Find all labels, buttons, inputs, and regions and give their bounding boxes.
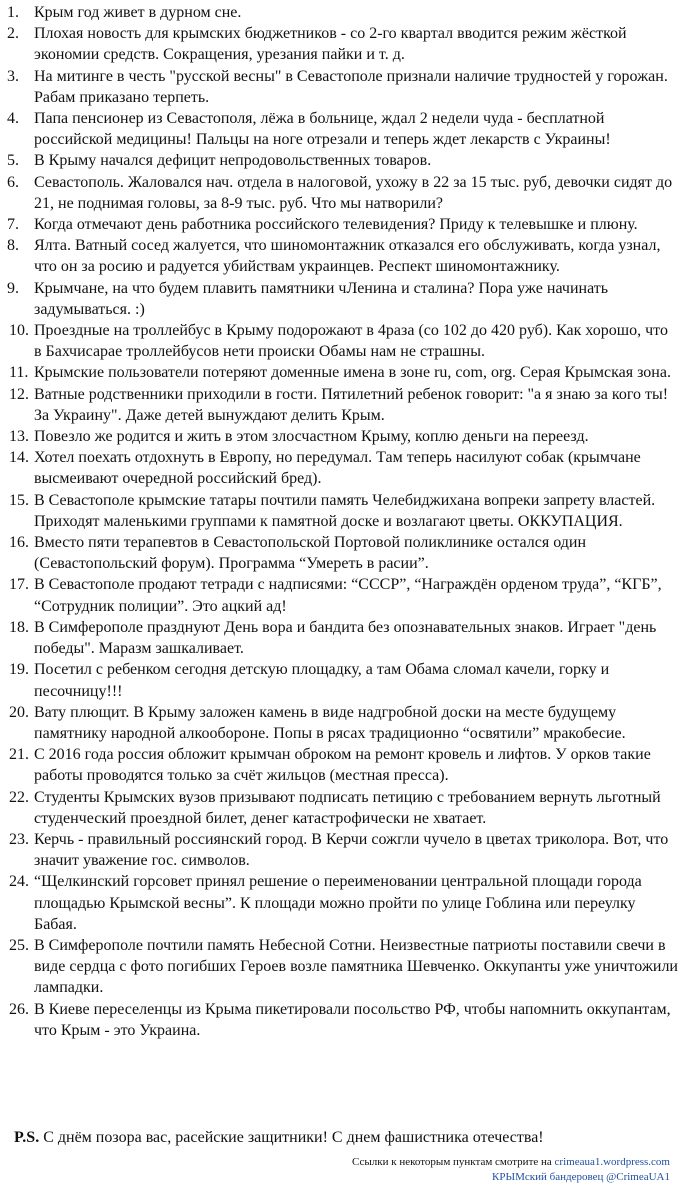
item-number: 20. (9, 703, 29, 721)
item-text: Вату плющит. В Крыму заложен камень в виде надгробной доски на месте будущему памятнику народной алкообороне. Попы в рясах традиционно “освятили” мракобесие. (34, 703, 626, 742)
list-item (0, 66, 684, 108)
item-text: Повезло же родится и жить в этом злосчастном Крыму, коплю деньги на переезд. (34, 428, 589, 446)
list-item (0, 320, 684, 362)
item-text: Крымские пользователи потеряют доменные имена в зоне ru, com, org. Серая Крымская зона. (34, 364, 671, 382)
item-number: 24. (9, 873, 29, 891)
item-number: 25. (9, 936, 29, 954)
list-item (0, 23, 684, 65)
list-item (0, 829, 684, 871)
list-item (0, 871, 684, 935)
item-text: Когда отмечают день работника российского телевидения? Приду к телевышке и плюну. (34, 216, 638, 234)
item-text: В Киеве переселенцы из Крыма пикетировали посольство РФ, чтобы напомнить оккупантам, что Крым - это Украина. (34, 1000, 671, 1039)
item-text: “Щелкинский горсовет принял решение о переименовании центральной площади города площадью Крымской весны”. К площади можно пройти по улице Гоблина или переулку Бабая. (34, 873, 642, 933)
item-text: Крым год живет в дурном сне. (34, 4, 242, 21)
item-text: В Севастополе продают тетради с надписями: “СССР”, “Награждён орденом труда”, “КГБ”, “Сотрудник полиции”. Это ацкий ад! (34, 576, 662, 615)
item-number: 13. (9, 428, 29, 446)
item-text: В Крыму начался дефицит непродовольственных товаров. (34, 152, 432, 170)
item-number: 3. (7, 67, 19, 85)
footer-links-line (352, 1155, 670, 1169)
item-number: 26. (9, 1000, 29, 1018)
item-text: В Симферополе почтили память Небесной Сотни. Неизвестные патриоты поставили свечи в виде сердца с фото погибших Героев возле памятника Шевченко. Оккупанты уже уничтожили лампадки. (34, 936, 678, 997)
item-text: Вместо пяти терапевтов в Севастопольской Портовой поликлинике остался один (Севастопольский форум). Программа “Умереть в расии”. (34, 534, 587, 573)
item-number: 2. (7, 25, 19, 43)
list-item (0, 384, 684, 426)
item-text: В Симферополе празднуют День вора и бандита без опознавательных знаков. Играет "день победы". Маразм зашкаливает. (34, 618, 657, 658)
postscript (14, 1127, 544, 1148)
footer-links-prefix: Ссылки к некоторым пунктам смотрите на (352, 1156, 555, 1168)
list-item (0, 172, 684, 214)
item-text: Хотел поехать отдохнуть в Европу, но передумал. Там теперь насилуют собак (крымчане высмеивают очередной российский бред). (34, 449, 641, 488)
item-text: Папа пенсионер из Севастополя, лёжа в больнице, ждал 2 недели чуда - бесплатной российской медицины! Пальцы на ноге отрезали и теперь ждет лекарств с Украины! (34, 110, 611, 149)
list-item (0, 617, 684, 659)
list-item (0, 490, 684, 532)
item-number: 18. (9, 618, 29, 636)
item-text: Студенты Крымских вузов призывают подписать петицию с требованием вернуть льготный студенческий проездной билет, денег катастрофически не хватает. (34, 788, 661, 827)
item-text: В Севастополе крымские татары почтили память Челебиджихана вопреки запрету властей. Приходят маленькими группами к памятной доске и возлагают цветы. ОККУПАЦИЯ. (34, 491, 656, 530)
item-text: Ялта. Ватный сосед жалуется, что шиномонтажник отказался его обслуживать, когда узнал, что он за росию и радуется убийствам украинцев. Респект шиномонтажнику. (34, 237, 661, 276)
item-number: 17. (9, 576, 29, 594)
list-item (0, 999, 684, 1041)
list-item (0, 362, 684, 383)
item-text: На митинге в честь "русской весны" в Севастополе признали наличие трудностей у горожан. Рабам приказано терпеть. (34, 67, 668, 106)
item-number: 10. (9, 322, 29, 340)
item-number: 14. (9, 449, 29, 467)
item-number: 9. (7, 279, 19, 297)
list-item (0, 150, 684, 171)
item-text: Севастополь. Жаловался нач. отдела в налоговой, ухожу в 22 за 15 тыс. руб, девочки сидят до 21, не поднимая головы, за 8-9 тыс. руб. Что мы натворили? (34, 173, 673, 212)
item-text: Керчь - правильный россиянский город. В Керчи сожгли чучело в цветах триколора. Вот, что значит уважение гос. символов. (34, 830, 669, 870)
item-text: Ватные родственники приходили в гости. Пятилетний ребенок говорит: "а я знаю за кого ты! За Украину". Даже детей вынуждают делить Крым. (34, 385, 669, 424)
numbered-list (0, 2, 684, 1041)
item-number: 11. (9, 364, 29, 382)
item-number: 21. (9, 746, 29, 764)
item-number: 4. (7, 110, 19, 128)
list-item (0, 744, 684, 786)
list-item (0, 2, 684, 23)
list-item (0, 214, 684, 235)
item-text: Плохая новость для крымских бюджетников - со 2-го квартал вводится режим жёсткой экономии средств. Сокращения, урезания пайки и т. д. (34, 25, 627, 64)
item-number: 5. (7, 152, 19, 170)
list-item (0, 935, 684, 999)
item-number: 16. (9, 534, 29, 552)
footer-credit: КРЫМский бандеровец @CrimeaUA1 (492, 1171, 670, 1183)
item-number: 12. (9, 385, 29, 403)
item-text: С 2016 года россия обложит крымчан оброком на ремонт кровель и лифтов. У орков такие работы проводятся только за счёт жильцов (местная пресса). (34, 746, 651, 785)
item-text: Крымчане, на что будем плавить памятники чЛенина и сталина? Пора уже начинать задумываться. :) (34, 279, 609, 318)
footer-link[interactable]: crimeaua1.wordpress.com (554, 1156, 670, 1168)
list-item (0, 787, 684, 829)
ps-text: С днём позора вас, расейские защитники! С днем фашистника отечества! (39, 1129, 544, 1146)
item-number: 6. (7, 173, 19, 191)
list-item (0, 532, 684, 574)
list-item (0, 659, 684, 701)
item-text: Посетил с ребенком сегодня детскую площадку, а там Обама сломал качели, горку и песочницу!!! (34, 661, 610, 700)
item-number: 1. (7, 4, 19, 21)
item-text: Проездные на троллейбус в Крыму подорожают в 4раза (со 102 до 420 руб). Как хорошо, что в Бахчисарае троллейбусов нети происки Обамы нам не страшны. (34, 322, 668, 361)
list-item (0, 235, 684, 277)
list-item (0, 447, 684, 489)
item-number: 22. (9, 788, 29, 806)
item-number: 15. (9, 491, 29, 509)
list-item (0, 278, 684, 320)
item-number: 19. (9, 661, 29, 679)
list-item (0, 108, 684, 150)
list-item (0, 702, 684, 744)
list-item (0, 426, 684, 447)
list-item (0, 574, 684, 616)
item-number: 23. (9, 830, 29, 848)
item-number: 7. (7, 216, 19, 234)
ps-label: P.S. (14, 1129, 40, 1146)
item-number: 8. (7, 237, 19, 255)
